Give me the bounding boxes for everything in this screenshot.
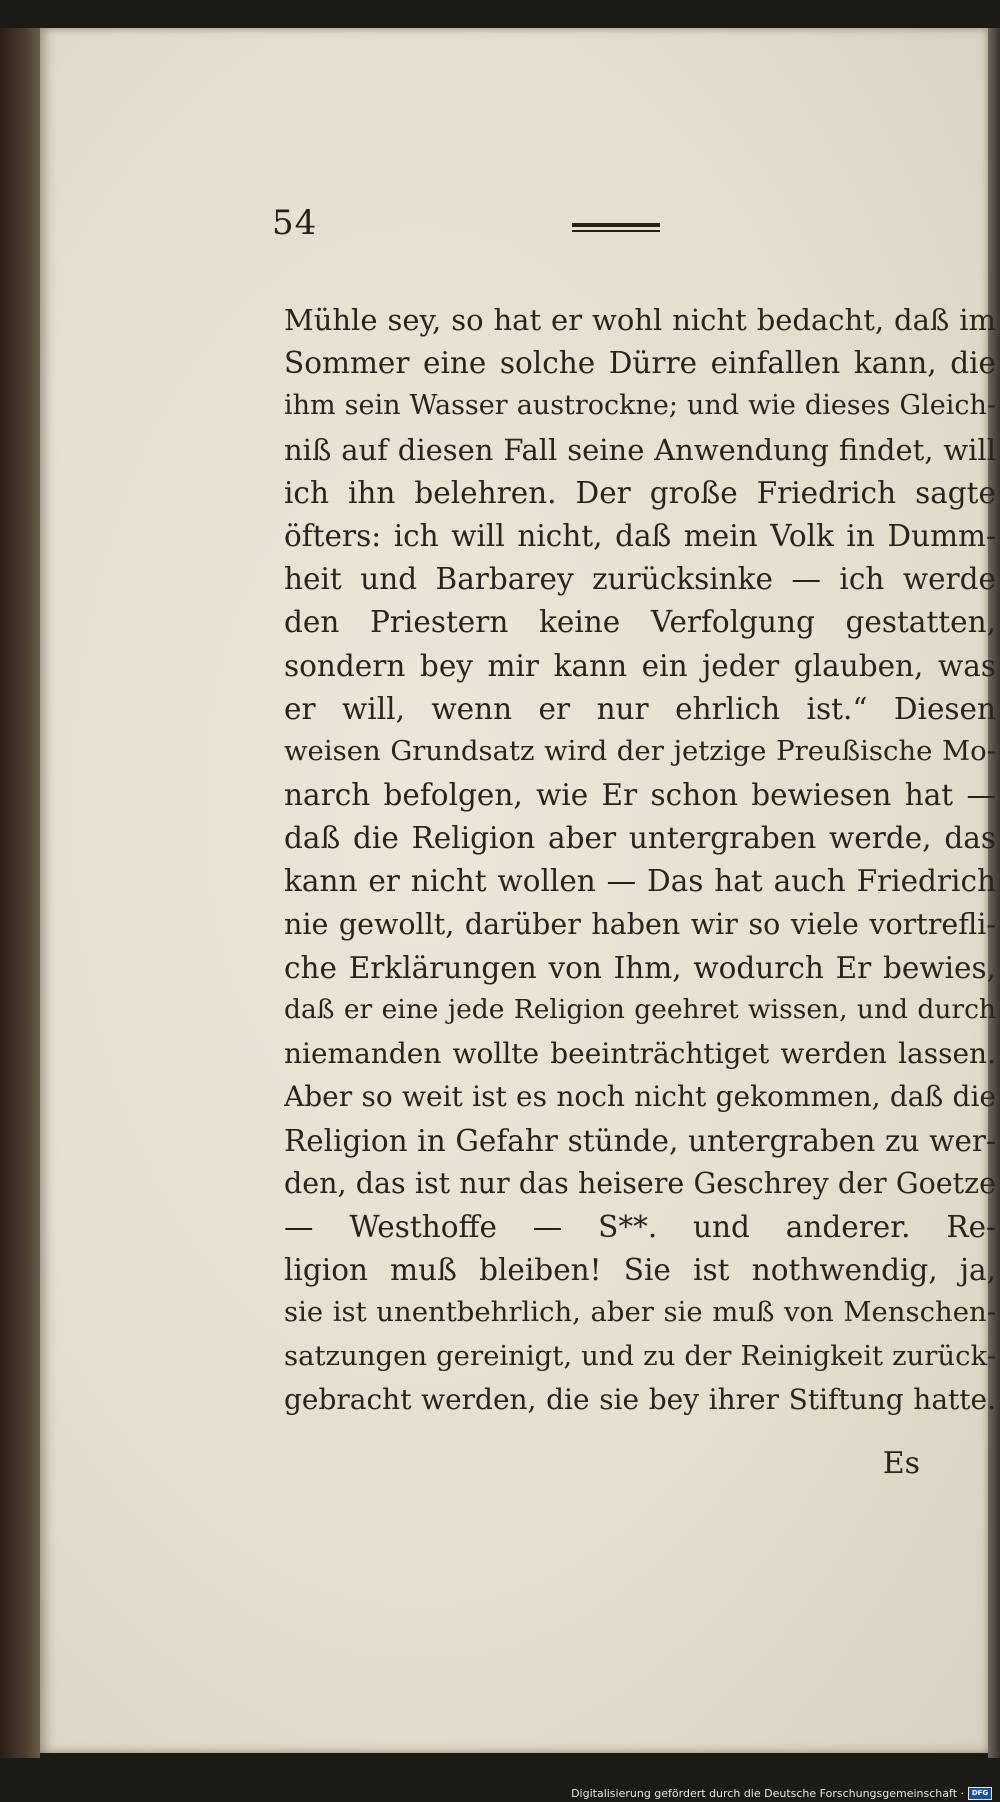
text-line: den Priestern keine Verfolgung gestatten, [284, 608, 996, 640]
text-line: nie gewollt, darüber haben wir so viele vortrefli- [284, 910, 996, 941]
text-line: kann er nicht wollen — Das hat auch Friedrich [284, 867, 996, 899]
dfg-logo: DFG [968, 1787, 992, 1800]
body-text [284, 306, 996, 1429]
text-line: daß die Religion aber untergraben werde, das [284, 824, 996, 856]
text-line: ihm sein Wasser austrockne; und wie dieses Gleich- [284, 392, 996, 422]
text-line: weisen Grundsatz wird der jetzige Preußische Mo- [284, 737, 996, 767]
text-line: niemanden wollte beeinträchtiget werden lassen. [284, 1040, 996, 1071]
text-line: sondern bey mir kann ein jeder glauben, was [284, 651, 996, 683]
text-line: gebracht werden, die sie bey ihrer Stiftung hatte. [284, 1385, 996, 1416]
page-number: 54 [272, 203, 318, 243]
text-line: er will, wenn er nur ehrlich ist.“ Diesen [284, 694, 996, 726]
text-line: ich ihn belehren. Der große Friedrich sagte [284, 478, 996, 510]
text-line: Mühle sey, so hat er wohl nicht bedacht, daß im [284, 306, 996, 337]
text-line: öfters: ich will nicht, daß mein Volk in Dumm- [284, 521, 996, 553]
page-header [272, 203, 702, 263]
text-line: narch befolgen, wie Er schon bewiesen hat — [284, 781, 996, 813]
text-line: den, das ist nur das heisere Geschrey der Goetze [284, 1169, 996, 1200]
text-line: — Westhoffe — S**. und anderer. Re- [284, 1212, 996, 1244]
text-line: sie ist unentbehrlich, aber sie muß von Menschen- [284, 1299, 996, 1329]
text-line: Sommer eine solche Dürre einfallen kann, die [284, 349, 996, 381]
text-line: daß er eine jede Religion geehret wissen, und durch [284, 997, 996, 1025]
text-line: Aber so weit ist es noch nicht gekommen, daß die [284, 1083, 996, 1114]
text-line: satzungen gereinigt, und zu der Reinigkeit zurück- [284, 1342, 996, 1372]
text-line: Religion in Gefahr stünde, untergraben zu wer- [284, 1126, 996, 1158]
catchword: Es [882, 1446, 920, 1481]
text-line: ligion muß bleiben! Sie ist nothwendig, ja, [284, 1256, 996, 1288]
funding-credit: Digitalisierung gefördert durch die Deutsche Forschungsgemeinschaft · [571, 1787, 964, 1800]
header-ornament-rule [572, 223, 660, 233]
book-page [40, 28, 996, 1753]
text-line: niß auf diesen Fall seine Anwendung findet, will [284, 435, 996, 467]
text-line: heit und Barbarey zurücksinke — ich werde [284, 565, 996, 597]
text-line: che Erklärungen von Ihm, wodurch Er bewies, [284, 953, 996, 985]
book-spine-edge [0, 28, 40, 1758]
